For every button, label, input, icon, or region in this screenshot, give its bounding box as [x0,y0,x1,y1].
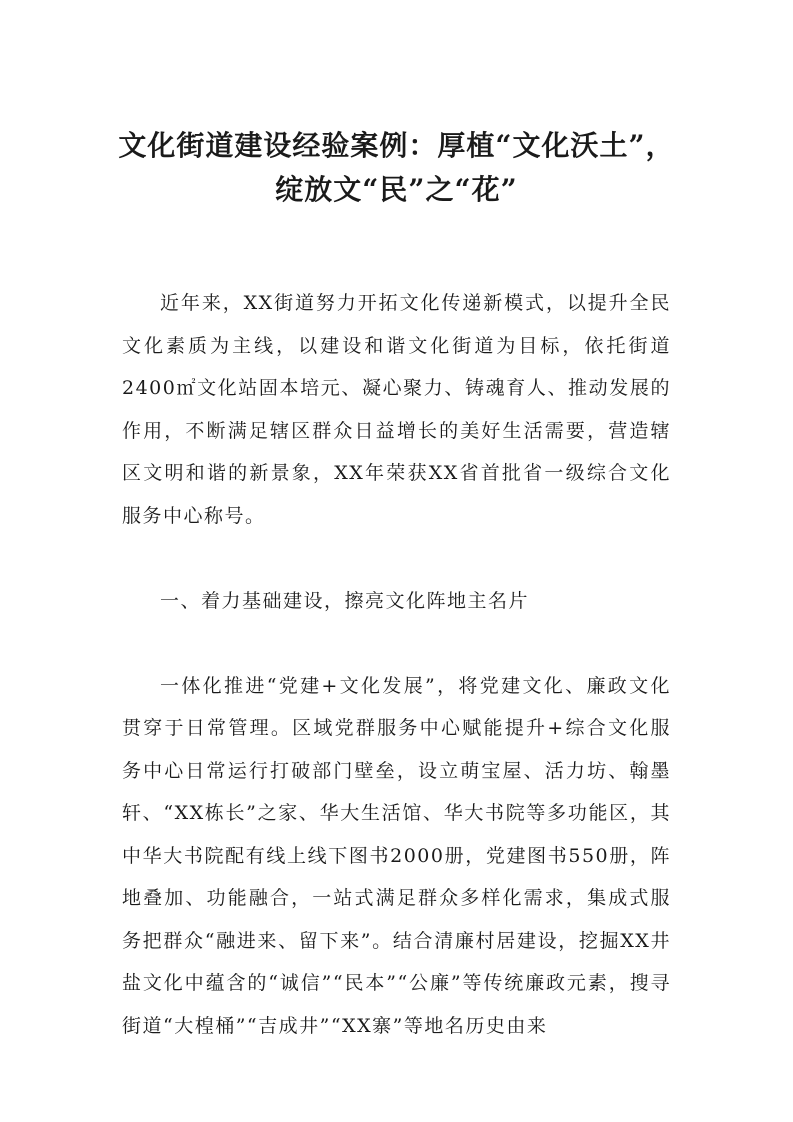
intro-paragraph: 近年来，XX街道努力开拓文化传递新模式，以提升全民文化素质为主线，以建设和谐文化街道为目标，依托街道2400㎡文化站固本培元、凝心聚力、铸魂育人、推动发展的作用，不断满足辖区群众日益增长的美好生活需要，营造辖区文明和谐的新景象，XX年荣获XX省首批省一级综合文化服务中心称号。 [122,292,671,527]
paragraph-spacer [122,537,671,580]
paragraph-spacer [122,622,671,665]
section-1-paragraph: 一体化推进“党建+文化发展”，将党建文化、廉政文化贯穿于日常管理。区域党群服务中心赋能提升+综合文化服务中心日常运行打破部门壁垒，设立萌宝屋、活力坊、翰墨轩、“XX栋长”之家、华大生活馆、华大书院等多功能区，其中华大书院配有线上线下图书2000册，党建图书550册，阵地叠加、功能融合，一站式满足群众多样化需求，集成式服务把群众“融进来、留下来”。结合清廉村居建设，挖掘XX井盐文化中蕴含的“诚信”“民本”“公廉”等传统廉政元素，搜寻街道“大楻桶”“吉成井”“XX寨”等地名历史由来 [122,674,671,1037]
document-body [122,282,671,1047]
section-1-heading: 一、着力基础建设，擦亮文化阵地主名片 [160,589,530,612]
document-title-line-1: 文化街道建设经验案例：厚植“文化沃土”， [118,129,675,162]
document-title-line-2: 绽放文“民”之“花” [275,173,518,206]
